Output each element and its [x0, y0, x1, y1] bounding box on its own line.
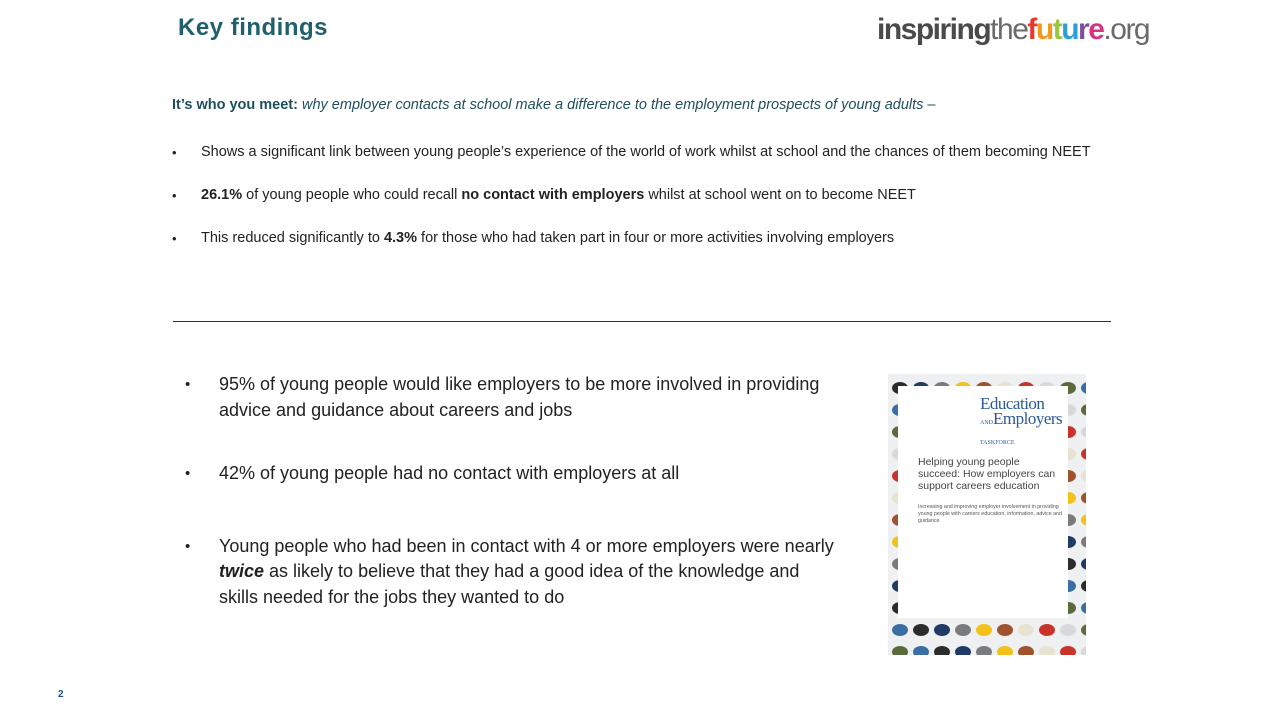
hat-icon — [1081, 514, 1086, 526]
hat-icon — [1081, 536, 1086, 548]
bullet-text: as likely to believe that they had a good idea of the knowledge and skills needed for the jobs they wanted to do — [219, 561, 800, 607]
hat-icon — [1081, 426, 1086, 438]
hat-icon — [1081, 558, 1086, 570]
bullet-emphasis: twice — [219, 561, 265, 581]
hat-icon — [1018, 624, 1034, 636]
hat-icon — [1081, 404, 1086, 416]
hat-icon — [997, 624, 1013, 636]
bullet-text: of young people who could recall — [242, 187, 462, 203]
cover-brand-line: Education — [980, 394, 1045, 413]
hat-icon — [913, 624, 929, 636]
hat-icon — [934, 646, 950, 655]
hat-icon — [1018, 646, 1034, 655]
hat-icon — [1039, 624, 1055, 636]
list-item — [185, 461, 835, 487]
report-cover-image — [888, 374, 1086, 655]
hat-icon — [892, 646, 908, 655]
hat-icon — [955, 646, 971, 655]
slide-title: Key findings — [178, 14, 329, 41]
list-item — [172, 185, 1102, 206]
intro-line — [172, 97, 1102, 113]
logo-letter: u — [1061, 13, 1079, 46]
hat-icon — [934, 624, 950, 636]
hat-icon — [1081, 382, 1086, 394]
bullet-text: 42% of young people had no contact with employers at all — [219, 463, 680, 483]
bottom-findings-list — [185, 372, 835, 610]
logo-text-org: .org — [1103, 13, 1150, 46]
logo-letter: e — [1088, 13, 1104, 46]
cover-title: Helping young people succeed: How employers can support careers education — [918, 456, 1056, 492]
inspiring-the-future-logo — [877, 13, 1149, 47]
hat-icon — [955, 624, 971, 636]
hat-icon — [913, 646, 929, 655]
top-findings-list — [172, 142, 1102, 249]
list-item — [172, 228, 1102, 249]
bullet-emphasis: 26.1% — [201, 187, 243, 203]
bullet-text: for those who had taken part in four or more activities involving employers — [417, 230, 895, 246]
hat-icon — [1081, 602, 1086, 614]
bullet-text: 95% of young people would like employers to be more involved in providing advice and guidance about careers and jobs — [219, 374, 820, 420]
bullet-text: Young people who had been in contact with 4 or more employers were nearly — [219, 535, 834, 556]
intro-source-title: It’s who you meet: — [172, 97, 298, 113]
cover-brand-tagline: TASKFORCE — [980, 440, 1015, 446]
logo-text-inspiring: inspiring — [877, 13, 991, 46]
hat-icon — [976, 646, 992, 655]
cover-subtitle: Increasing and improving employer involvement in providing young people with careers education, information, advice and guidance — [918, 504, 1062, 524]
logo-letter: f — [1027, 13, 1036, 46]
logo-letter: u — [1035, 13, 1053, 46]
logo-letter: r — [1078, 13, 1089, 46]
hat-icon — [1060, 624, 1076, 636]
hat-icon — [1081, 492, 1086, 504]
bullet-text: Shows a significant link between young people’s experience of the world of work whilst at school and the chances of them becoming NEET — [201, 144, 1091, 160]
hat-icon — [1081, 624, 1086, 636]
cover-brand — [980, 396, 1066, 451]
list-item — [185, 534, 835, 611]
intro-source-subtitle: why employer contacts at school make a difference to the employment prospects of young adults – — [297, 97, 936, 113]
logo-letter: t — [1052, 13, 1062, 46]
hat-icon — [892, 624, 908, 636]
cover-brand-small: AND — [980, 420, 993, 426]
bullet-emphasis: no contact with employers — [461, 187, 645, 203]
logo-text-the: the — [990, 13, 1028, 46]
hat-icon — [1039, 646, 1055, 655]
bullet-text: whilst at school went on to become NEET — [644, 187, 916, 203]
hat-icon — [1060, 646, 1076, 655]
hat-icon — [976, 624, 992, 636]
list-item — [185, 372, 835, 423]
hat-icon — [1081, 646, 1086, 655]
bullet-text: This reduced significantly to — [201, 230, 384, 246]
page-number: 2 — [58, 689, 64, 700]
list-item — [172, 142, 1102, 163]
hat-icon — [997, 646, 1013, 655]
cover-brand-line: Employers — [993, 409, 1063, 428]
section-divider — [173, 321, 1111, 322]
hat-icon — [1081, 580, 1086, 592]
bullet-emphasis: 4.3% — [383, 230, 418, 246]
hat-icon — [1081, 448, 1086, 460]
hat-icon — [1081, 470, 1086, 482]
